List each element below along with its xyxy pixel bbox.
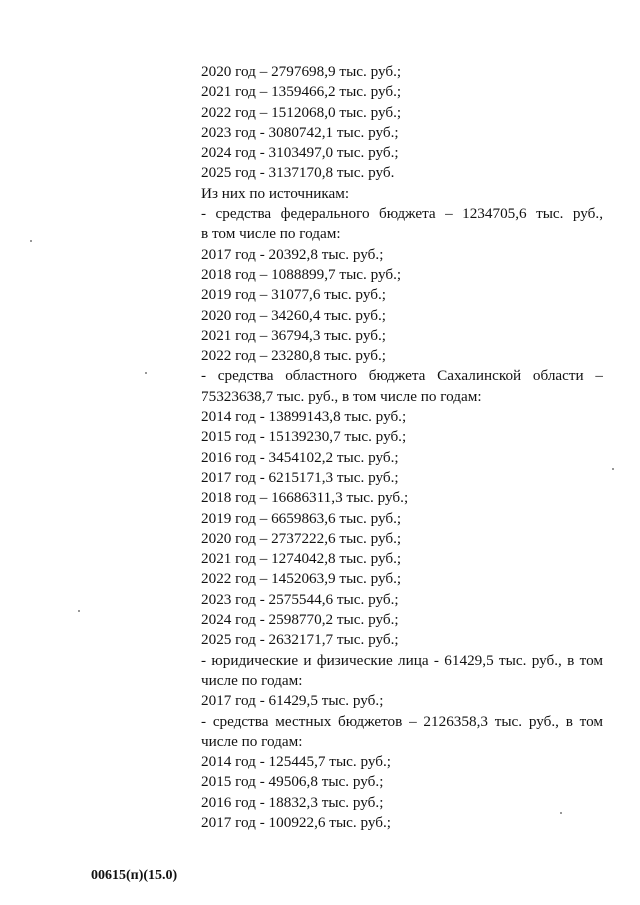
text-line: 2022 год – 1452063,9 тыс. руб.; [201, 570, 402, 588]
text-line: - средства местных бюджетов – 2126358,3 тыс. руб., в том [201, 712, 603, 730]
text-line: 2017 год - 6215171,3 тыс. руб.; [201, 468, 399, 486]
text-line: 2022 год – 23280,8 тыс. руб.; [201, 347, 386, 365]
text-line: - юридические и физические лица - 61429,5 тыс. руб., в том [201, 651, 603, 669]
document-code: 00615(п)(15.0) [91, 868, 178, 883]
text-line: 2024 год - 3103497,0 тыс. руб.; [201, 144, 399, 162]
scan-speck [78, 610, 80, 612]
text-line: 2020 год – 34260,4 тыс. руб.; [201, 306, 386, 324]
text-line: 2023 год - 2575544,6 тыс. руб.; [201, 590, 399, 608]
text-line: 2019 год – 6659863,6 тыс. руб.; [201, 509, 402, 527]
text-line: числе по годам: [201, 671, 303, 689]
text-line: 2024 год - 2598770,2 тыс. руб.; [201, 611, 399, 629]
text-line: 2022 год – 1512068,0 тыс. руб.; [201, 103, 402, 121]
document-body [201, 62, 603, 833]
text-line: 2025 год - 3137170,8 тыс. руб. [201, 164, 395, 182]
text-line: в том числе по годам: [201, 225, 341, 243]
text-line: 2020 год – 2737222,6 тыс. руб.; [201, 529, 402, 547]
text-line: - средства федерального бюджета – 1234705,6 тыс. руб., [201, 205, 603, 223]
text-line: 2017 год - 61429,5 тыс. руб.; [201, 692, 384, 710]
text-line: 2019 год – 31077,6 тыс. руб.; [201, 286, 386, 304]
text-line: 2017 год - 100922,6 тыс. руб.; [201, 813, 392, 831]
scan-speck [145, 372, 147, 374]
text-line: 2014 год - 13899143,8 тыс. руб.; [201, 408, 407, 426]
text-line: 2018 год – 1088899,7 тыс. руб.; [201, 265, 402, 283]
scan-speck [612, 468, 614, 470]
text-line: - средства областного бюджета Сахалинской области – [201, 367, 603, 385]
text-line: числе по годам: [201, 732, 303, 750]
text-line: 2016 год - 18832,3 тыс. руб.; [201, 793, 384, 811]
text-line: 2016 год - 3454102,2 тыс. руб.; [201, 448, 399, 466]
text-line: 2021 год – 36794,3 тыс. руб.; [201, 326, 386, 344]
text-line: 2021 год – 1359466,2 тыс. руб.; [201, 83, 402, 101]
text-line: 2014 год - 125445,7 тыс. руб.; [201, 753, 392, 771]
text-line: 75323638,7 тыс. руб., в том числе по годам: [201, 387, 482, 405]
scan-speck [30, 240, 32, 242]
text-line: 2025 год - 2632171,7 тыс. руб.; [201, 631, 399, 649]
text-line: 2015 год - 15139230,7 тыс. руб.; [201, 428, 407, 446]
text-line: 2015 год - 49506,8 тыс. руб.; [201, 773, 384, 791]
text-line: 2023 год - 3080742,1 тыс. руб.; [201, 123, 399, 141]
text-line: 2017 год - 20392,8 тыс. руб.; [201, 245, 384, 263]
text-line: Из них по источникам: [201, 184, 350, 202]
scan-speck [560, 812, 562, 814]
text-line: 2021 год – 1274042,8 тыс. руб.; [201, 550, 402, 568]
text-line: 2018 год – 16686311,3 тыс. руб.; [201, 489, 409, 507]
text-line: 2020 год – 2797698,9 тыс. руб.; [201, 63, 402, 80]
